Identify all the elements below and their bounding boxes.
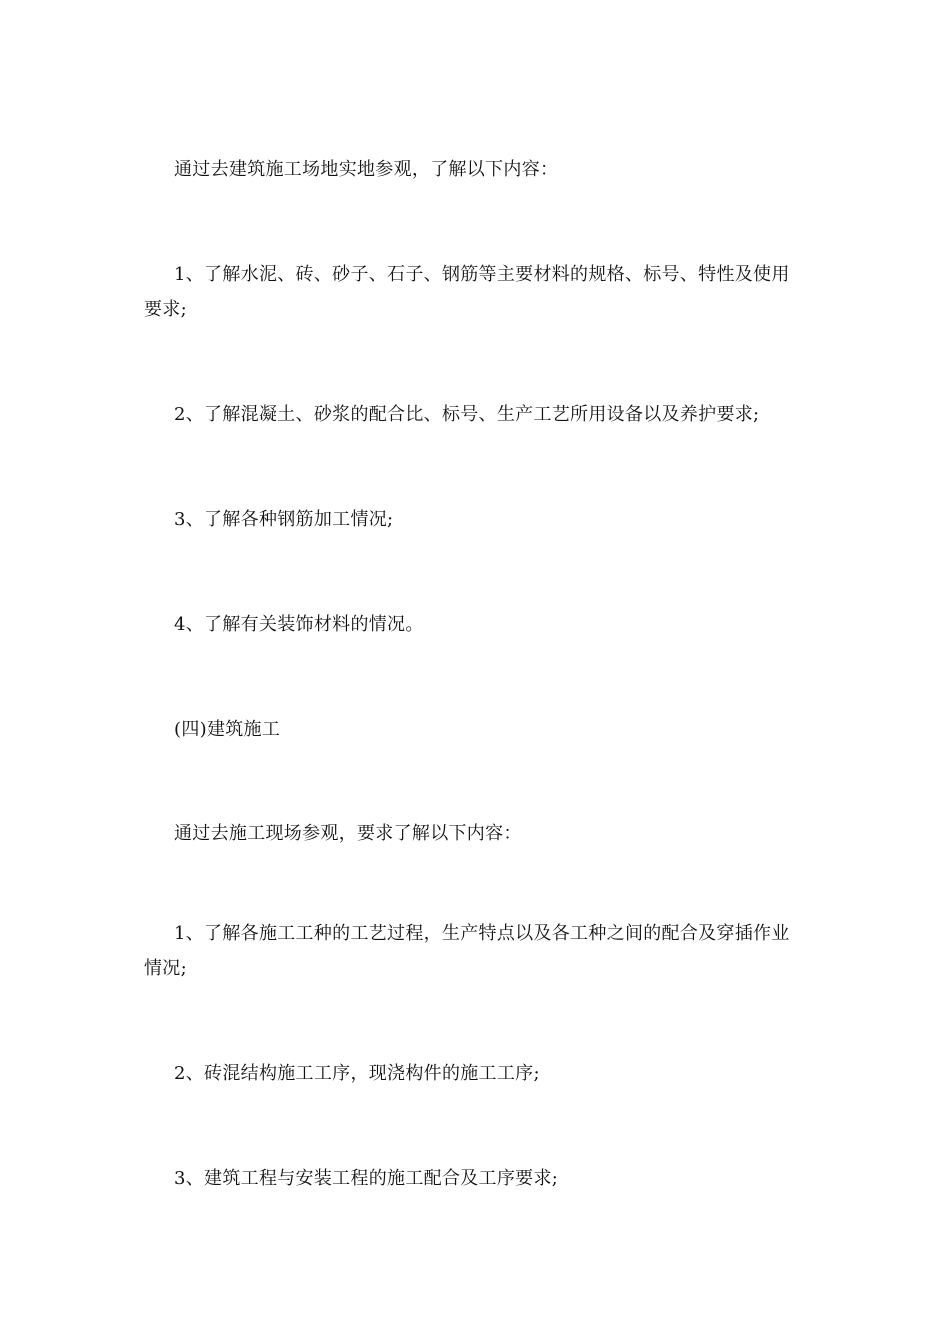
paragraph-construction-item-2: 2、砖混结构施工工序，现浇构件的施工工序; [174,1063,540,1084]
paragraph-materials-item-2: 2、了解混凝土、砂浆的配合比、标号、生产工艺所用设备以及养护要求; [174,404,760,425]
paragraph-materials-item-4: 4、了解有关装饰材料的情况。 [174,614,424,635]
section-heading-construction: (四)建筑施工 [174,719,281,740]
paragraph-materials-item-1: 1、了解水泥、砖、砂子、石子、钢筋等主要材料的规格、标号、特性及使用要求; [144,264,790,320]
paragraph-construction-intro: 通过去施工现场参观，要求了解以下内容： [174,823,522,844]
paragraph-construction-item-1: 1、了解各施工工种的工艺过程，生产特点以及各工种之间的配合及穿插作业情况; [144,923,790,979]
paragraph-site-visit-intro: 通过去建筑施工场地实地参观，了解以下内容： [174,159,559,180]
paragraph-construction-item-3: 3、建筑工程与安装工程的施工配合及工序要求; [174,1168,559,1189]
paragraph-materials-item-3: 3、了解各种钢筋加工情况; [174,509,394,530]
